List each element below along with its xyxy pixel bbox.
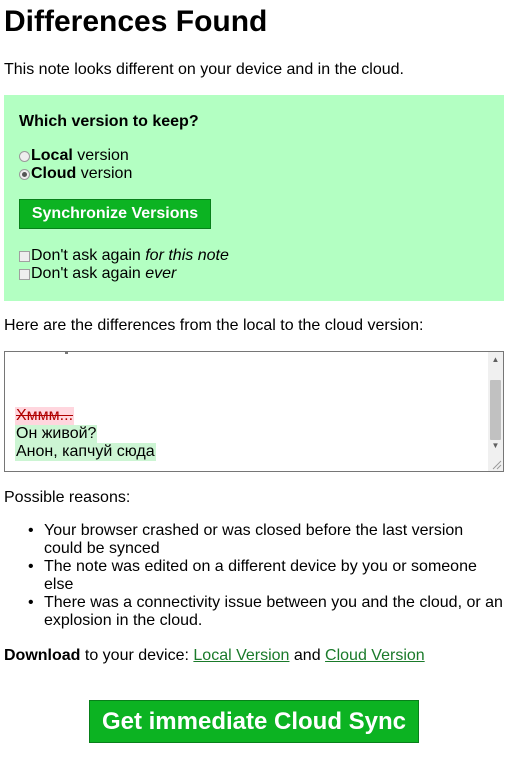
diff-lines [15, 407, 156, 461]
local-version-link[interactable]: Local Version [193, 647, 290, 664]
dont-ask-ever-emph: ever [145, 265, 177, 282]
reasons-list [4, 522, 504, 630]
download-label: Download [4, 647, 81, 664]
local-version-label-rest: version [72, 147, 129, 164]
local-version-radio[interactable] [19, 151, 30, 162]
scrollbar-thumb[interactable] [490, 380, 501, 440]
intro-text: This note looks different on your device and in the cloud. [4, 61, 404, 78]
download-text: to your device: [80, 647, 194, 664]
cloud-version-link[interactable]: Cloud Version [325, 647, 425, 664]
local-version-option[interactable] [19, 147, 129, 165]
cloud-version-label-rest: version [76, 165, 133, 182]
diff-line-added: Анон, капчуй сюда [16, 443, 155, 460]
dont-ask-ever-checkbox[interactable] [19, 269, 30, 280]
scroll-down-arrow-icon[interactable]: ▼ [491, 441, 500, 450]
synchronize-versions-button[interactable]: Synchronize Versions [19, 199, 211, 229]
diff-line-removed: Хммм... [16, 407, 74, 424]
diff-scrollbar[interactable] [488, 352, 503, 471]
dont-ask-note-emph: for this note [145, 247, 229, 264]
scroll-up-arrow-icon[interactable]: ▲ [491, 355, 500, 364]
resize-grip-icon[interactable] [490, 458, 502, 470]
dont-ask-ever-option[interactable] [19, 265, 176, 283]
diff-viewer[interactable] [4, 351, 504, 472]
cloud-sync-button[interactable]: Get immediate Cloud Sync [89, 700, 419, 743]
reasons-title: Possible reasons: [4, 489, 131, 506]
clipped-line-fragment [65, 352, 68, 354]
cloud-version-radio[interactable] [19, 169, 30, 180]
local-version-label-bold: Local [31, 147, 73, 164]
keep-version-question: Which version to keep? [19, 113, 199, 130]
cloud-version-label-bold: Cloud [31, 165, 77, 182]
dont-ask-note-option[interactable] [19, 247, 229, 265]
list-item: • The note was edited on a different device by you or someone else [4, 558, 504, 594]
diff-line-added: Он живой? [16, 425, 97, 442]
cloud-version-option[interactable] [19, 165, 132, 183]
page-title: Differences Found [4, 5, 268, 38]
list-item: • Your browser crashed or was closed before the last version could be synced [4, 522, 504, 558]
download-and: and [289, 647, 326, 664]
download-row [4, 647, 425, 665]
list-item: • There was a connectivity issue between you and the cloud, or an explosion in the cloud. [4, 594, 504, 630]
dont-ask-ever-prefix: Don't ask again [31, 265, 146, 282]
diff-intro-text: Here are the differences from the local to the cloud version: [4, 317, 424, 334]
dont-ask-note-prefix: Don't ask again [31, 247, 146, 264]
keep-version-panel [4, 95, 504, 301]
dont-ask-note-checkbox[interactable] [19, 251, 30, 262]
